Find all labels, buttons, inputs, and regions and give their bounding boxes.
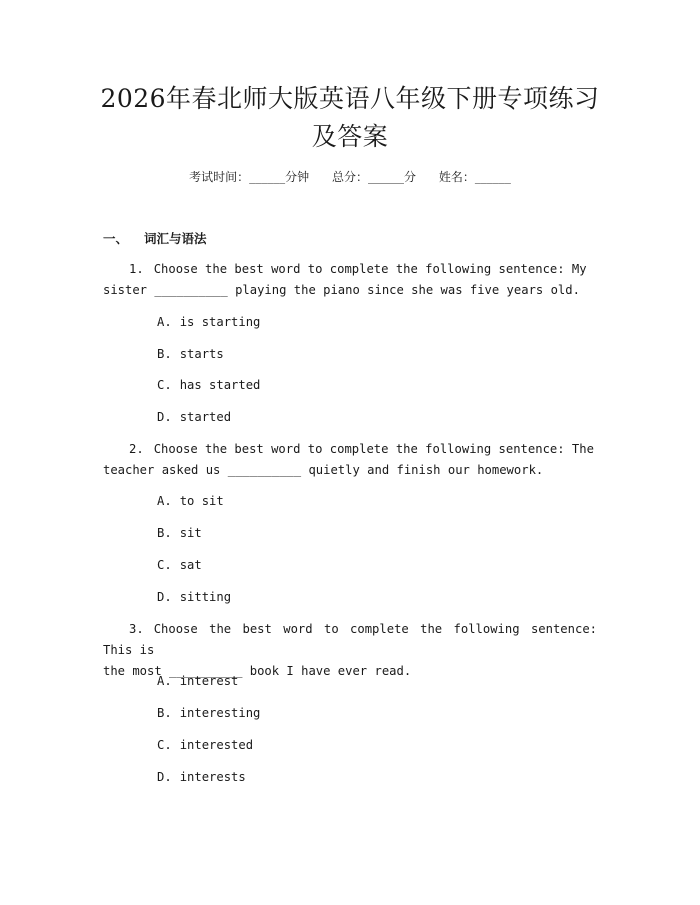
question-2-option-d — [157, 588, 231, 606]
option-letter: A. — [157, 674, 172, 688]
option-text: interesting — [179, 706, 261, 720]
time-unit: 分钟 — [285, 170, 310, 184]
option-text: sitting — [179, 590, 232, 604]
question-2 — [103, 439, 597, 481]
option-letter: B. — [157, 347, 172, 361]
option-letter: C. — [157, 378, 172, 392]
question-text-line-1: Choose the best word to complete the following sentence: The — [153, 442, 594, 456]
name-blank: ______ — [474, 170, 511, 184]
question-2-option-c — [157, 556, 202, 574]
question-number: 1. — [129, 262, 144, 276]
option-text: sat — [179, 558, 202, 572]
question-1 — [103, 259, 597, 301]
option-letter: C. — [157, 558, 172, 572]
time-label: 考试时间： — [189, 170, 250, 184]
question-text-line-1: Choose the best word to complete the following sentence: This is — [103, 622, 597, 657]
option-letter: D. — [157, 770, 172, 784]
option-text: started — [179, 410, 232, 424]
option-letter: D. — [157, 590, 172, 604]
question-number: 3. — [129, 622, 144, 636]
option-text: is starting — [179, 315, 261, 329]
section-number: 一、 — [103, 231, 129, 246]
section-heading — [103, 229, 207, 247]
score-blank: ______ — [368, 170, 404, 184]
question-3-option-d — [157, 768, 246, 786]
question-text-line-2: the most __________ book I have ever read. — [103, 664, 412, 678]
question-1-option-d — [157, 408, 231, 426]
option-text: to sit — [179, 494, 224, 508]
question-1-option-c — [157, 376, 260, 394]
option-letter: D. — [157, 410, 172, 424]
option-text: sit — [179, 526, 202, 540]
time-blank: ______ — [249, 170, 286, 184]
title-line-1: 2026年春北师大版英语八年级下册专项练习 — [100, 84, 600, 113]
question-1-option-a — [157, 313, 260, 331]
option-text: interested — [179, 738, 254, 752]
option-letter: B. — [157, 706, 172, 720]
title-line-2: 及答案 — [311, 122, 389, 151]
question-3-option-b — [157, 704, 260, 722]
question-1-option-b — [157, 345, 224, 363]
question-number: 2. — [129, 442, 144, 456]
option-letter: A. — [157, 315, 172, 329]
score-unit: 分 — [404, 170, 417, 184]
exam-info-line — [0, 168, 700, 185]
option-text: has started — [179, 378, 261, 392]
question-2-option-a — [157, 492, 224, 510]
question-text-line-1: Choose the best word to complete the following sentence: My — [153, 262, 587, 276]
option-text: interest — [179, 674, 239, 688]
option-text: starts — [179, 347, 224, 361]
question-2-option-b — [157, 524, 202, 542]
section-title: 词汇与语法 — [144, 231, 207, 246]
option-letter: B. — [157, 526, 172, 540]
question-text-line-2: sister __________ playing the piano since she was five years old. — [103, 283, 580, 297]
question-text-line-2: teacher asked us __________ quietly and finish our homework. — [103, 463, 544, 477]
document-title — [90, 80, 610, 156]
option-text: interests — [179, 770, 246, 784]
question-3-option-a — [157, 672, 238, 690]
name-label: 姓名： — [438, 170, 475, 184]
option-letter: A. — [157, 494, 172, 508]
question-3-option-c — [157, 736, 253, 754]
score-label: 总分： — [331, 170, 368, 184]
option-letter: C. — [157, 738, 172, 752]
